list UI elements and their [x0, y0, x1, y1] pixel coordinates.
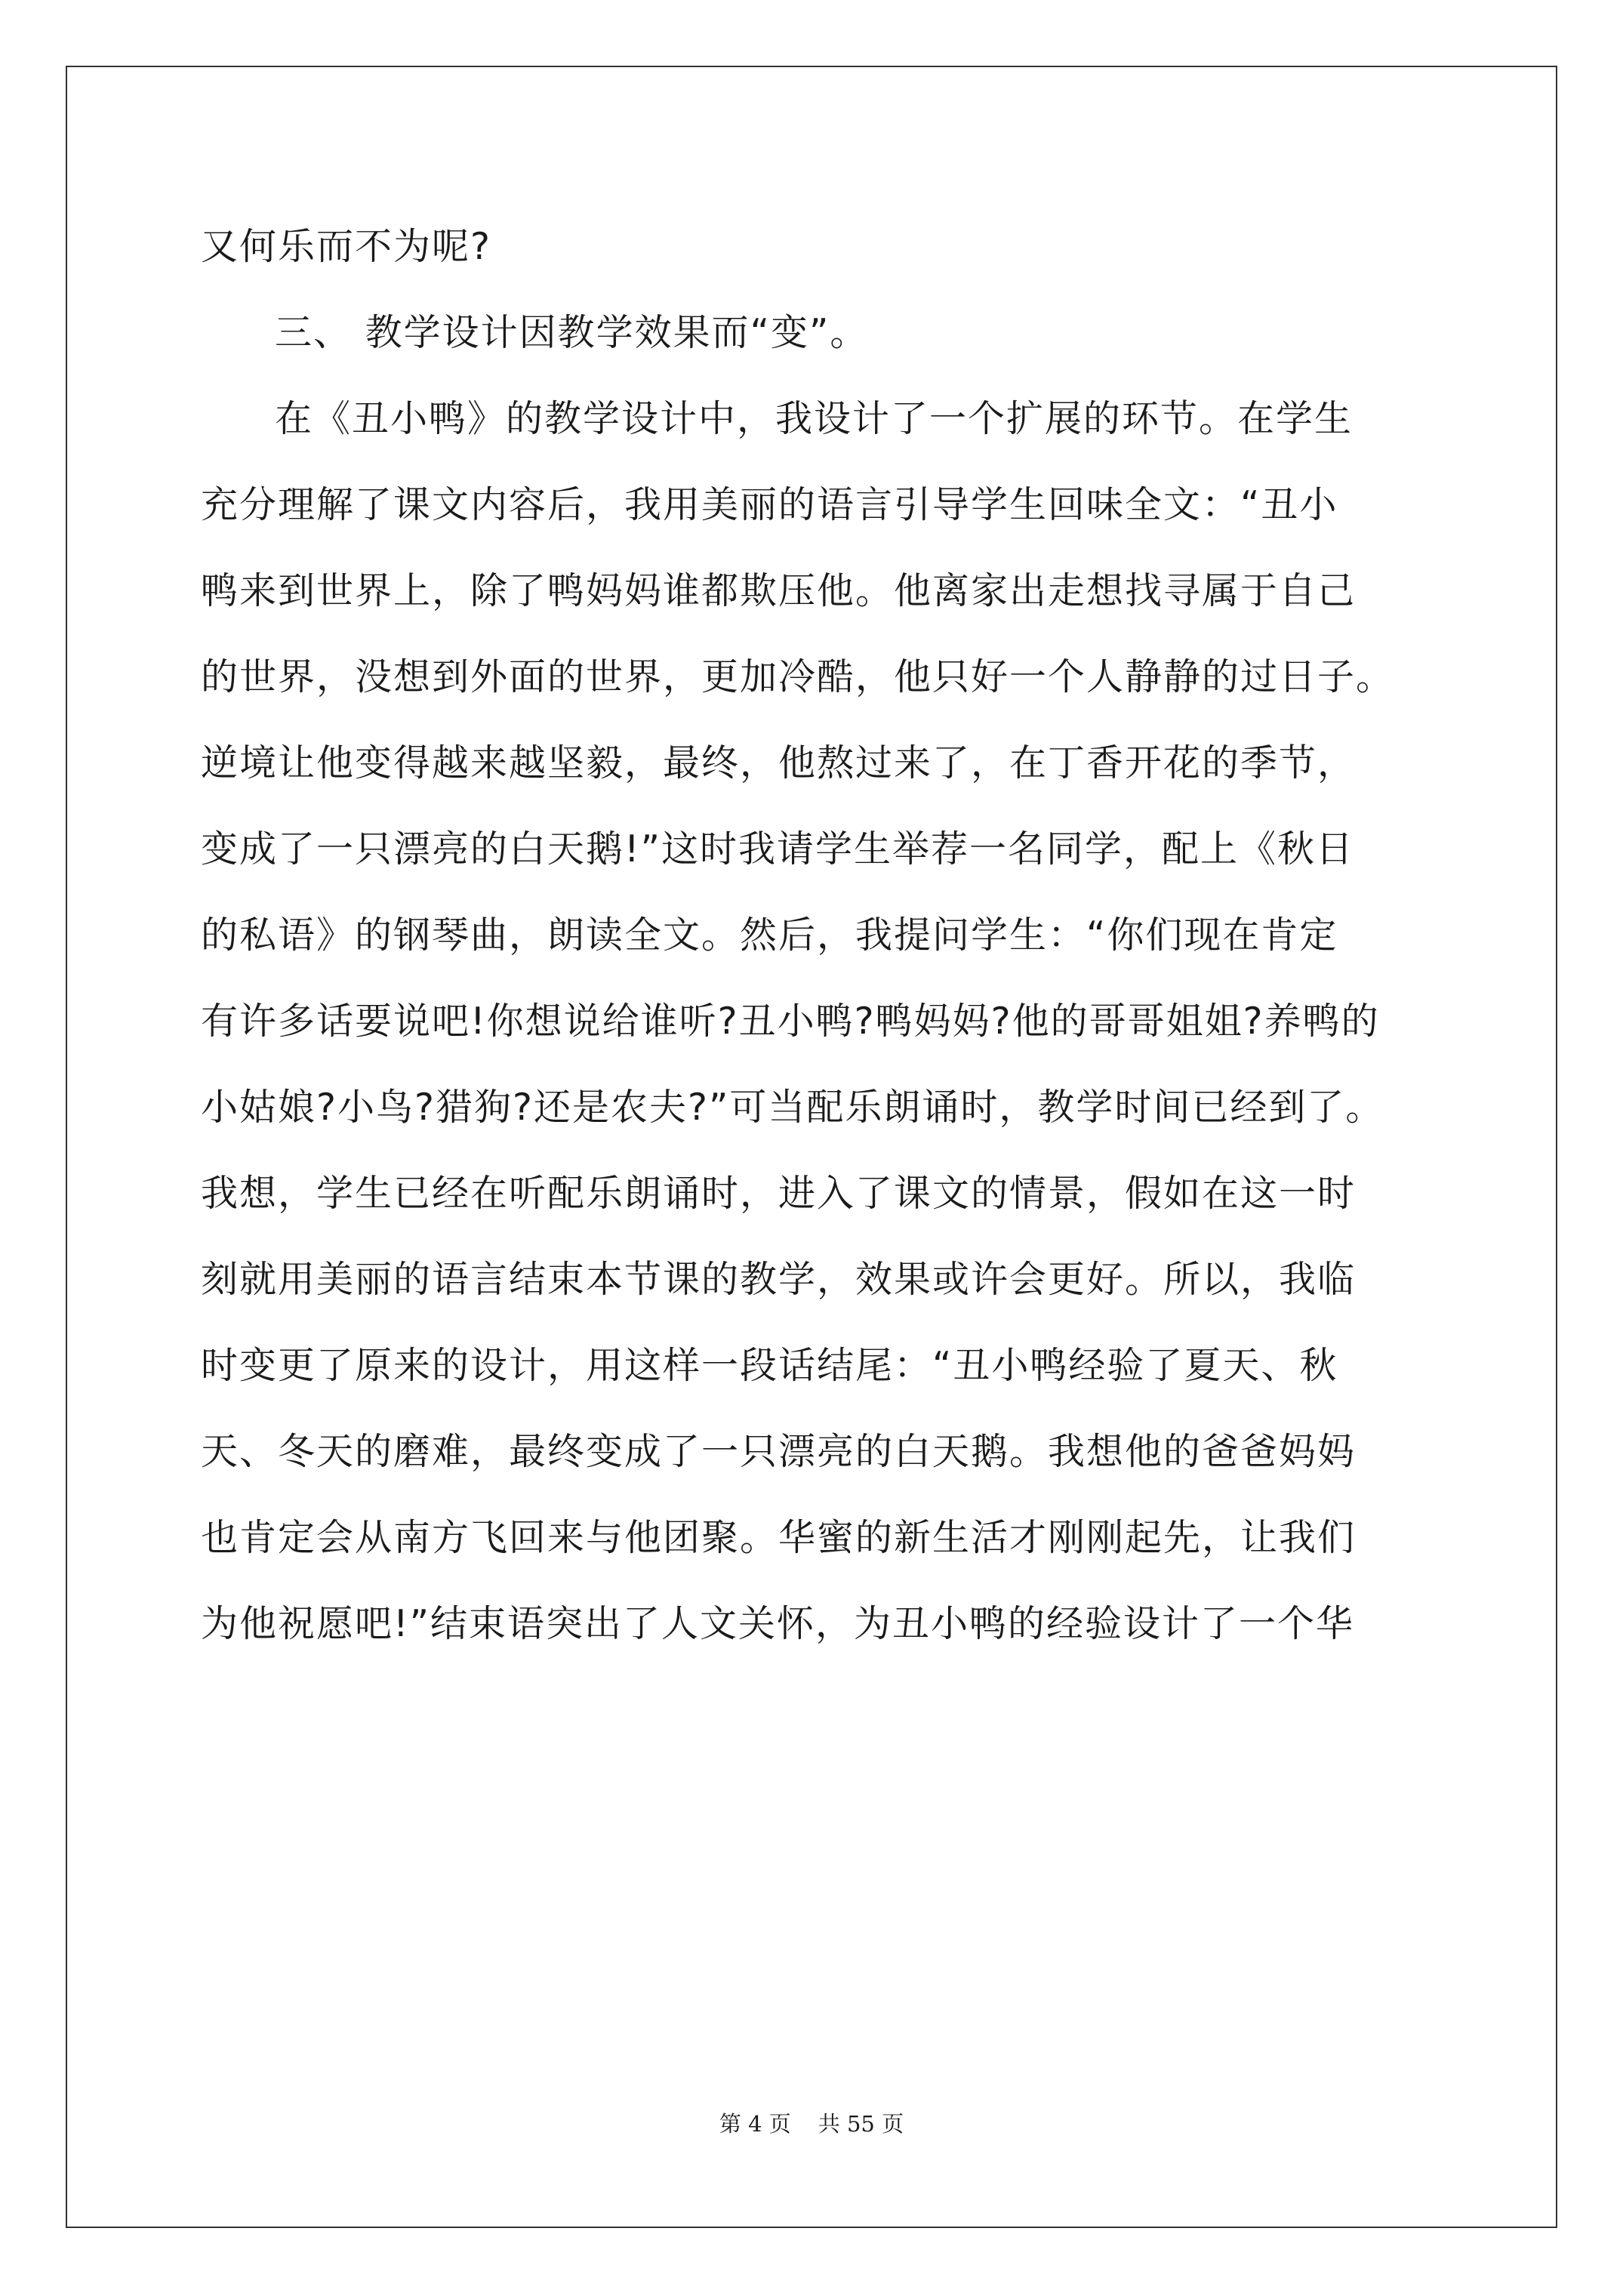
- text-line: 变成了一只漂亮的白天鹅!”这时我请学生举荐一名同学，配上《秋日: [201, 827, 1355, 871]
- text-line: 也肯定会从南方飞回来与他团聚。华蜜的新生活才刚刚起先，让我们: [201, 1516, 1357, 1559]
- page-footer: [0, 2109, 1623, 2139]
- section-heading: 三、 教学设计因教学效果而“变”。: [275, 311, 869, 354]
- text-line: 我想，学生已经在听配乐朗诵时，进入了课文的情景，假如在这一时: [201, 1172, 1357, 1215]
- text-line: 在《丑小鸭》的教学设计中，我设计了一个扩展的环节。在学生: [275, 397, 1354, 440]
- text-line: 有许多话要说吧!你想说给谁听?丑小鸭?鸭妈妈?他的哥哥姐姐?养鸭的: [201, 1000, 1380, 1043]
- text-line: 的私语》的钢琴曲，朗读全文。然后，我提问学生：“你们现在肯定: [201, 914, 1338, 957]
- text-line: 时变更了原来的设计，用这样一段话结尾：“丑小鸭经验了夏天、秋: [201, 1344, 1338, 1387]
- text-line: 充分理解了课文内容后，我用美丽的语言引导学生回味全文：“丑小: [201, 483, 1338, 526]
- text-line: 的世界，没想到外面的世界，更加冷酷，他只好一个人静静的过日子。: [201, 655, 1395, 698]
- text-line: 刻就用美丽的语言结束本节课的教学，效果或许会更好。所以，我临: [201, 1258, 1357, 1301]
- text-line: 又何乐而不为呢?: [201, 225, 492, 268]
- page-border: [66, 66, 1557, 2228]
- text-line: 鸭来到世界上，除了鸭妈妈谁都欺压他。他离家出走想找寻属于自己: [201, 569, 1357, 612]
- text-line: 为他祝愿吧!”结束语突出了人文关怀，为丑小鸭的经验设计了一个华: [201, 1602, 1355, 1645]
- text-line: 天、冬天的磨难，最终变成了一只漂亮的白天鹅。我想他的爸爸妈妈: [201, 1430, 1357, 1473]
- text-line: 逆境让他变得越来越坚毅，最终，他熬过来了，在丁香开花的季节，: [201, 741, 1357, 784]
- page-number: 第 4 页: [719, 2111, 791, 2137]
- page-total: 共 55 页: [818, 2111, 904, 2137]
- text-line: 小姑娘?小鸟?猎狗?还是农夫?”可当配乐朗诵时，教学时间已经到了。: [201, 1086, 1384, 1129]
